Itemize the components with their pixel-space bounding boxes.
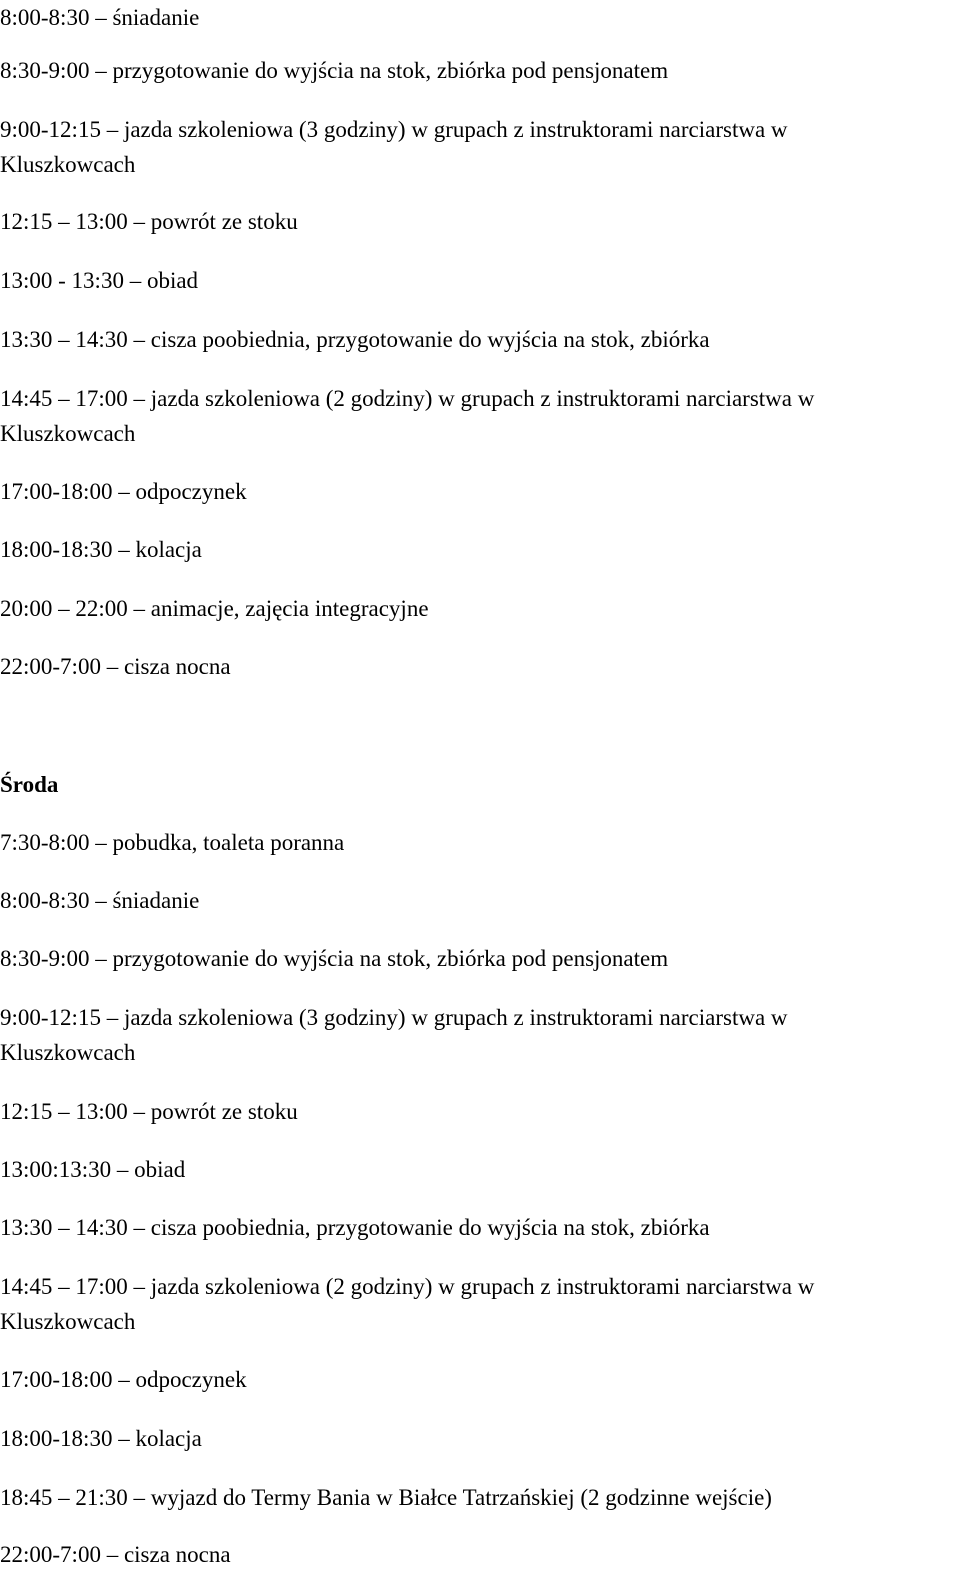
schedule-line-continuation: Kluszkowcach	[0, 421, 136, 446]
schedule-line: 12:15 – 13:00 – powrót ze stoku	[0, 1099, 298, 1124]
schedule-line: 13:00 - 13:30 – obiad	[0, 268, 199, 293]
schedule-line: 22:00-7:00 – cisza nocna	[0, 654, 231, 679]
schedule-line: 17:00-18:00 – odpoczynek	[0, 479, 247, 504]
schedule-line: 13:30 – 14:30 – cisza poobiednia, przygotowanie do wyjścia na stok, zbiórka	[0, 1215, 710, 1240]
schedule-line: 14:45 – 17:00 – jazda szkoleniowa (2 godziny) w grupach z instruktorami narciarstwa w	[0, 386, 815, 411]
schedule-line: 17:00-18:00 – odpoczynek	[0, 1367, 247, 1392]
schedule-line: 18:00-18:30 – kolacja	[0, 537, 202, 562]
schedule-line: 8:30-9:00 – przygotowanie do wyjścia na stok, zbiórka pod pensjonatem	[0, 58, 669, 83]
schedule-line-continuation: Kluszkowcach	[0, 1309, 136, 1334]
schedule-line: 9:00-12:15 – jazda szkoleniowa (3 godziny) w grupach z instruktorami narciarstwa w	[0, 117, 788, 142]
day-heading: Środa	[0, 772, 59, 797]
schedule-line: 12:15 – 13:00 – powrót ze stoku	[0, 209, 298, 234]
schedule-line: 13:30 – 14:30 – cisza poobiednia, przygotowanie do wyjścia na stok, zbiórka	[0, 327, 710, 352]
schedule-line: 14:45 – 17:00 – jazda szkoleniowa (2 godziny) w grupach z instruktorami narciarstwa w	[0, 1274, 815, 1299]
schedule-line: 18:45 – 21:30 – wyjazd do Termy Bania w Białce Tatrzańskiej (2 godzinne wejście)	[0, 1485, 772, 1510]
schedule-line: 7:30-8:00 – pobudka, toaleta poranna	[0, 830, 345, 855]
schedule-line: 18:00-18:30 – kolacja	[0, 1426, 202, 1451]
schedule-line-continuation: Kluszkowcach	[0, 152, 136, 177]
schedule-line: 8:00-8:30 – śniadanie	[0, 5, 200, 30]
schedule-line: 20:00 – 22:00 – animacje, zajęcia integracyjne	[0, 596, 429, 621]
schedule-line: 13:00:13:30 – obiad	[0, 1157, 186, 1182]
schedule-line: 8:30-9:00 – przygotowanie do wyjścia na stok, zbiórka pod pensjonatem	[0, 946, 669, 971]
schedule-line: 8:00-8:30 – śniadanie	[0, 888, 200, 913]
schedule-line-continuation: Kluszkowcach	[0, 1040, 136, 1065]
schedule-line: 9:00-12:15 – jazda szkoleniowa (3 godziny) w grupach z instruktorami narciarstwa w	[0, 1005, 788, 1030]
schedule-line: 22:00-7:00 – cisza nocna	[0, 1542, 231, 1567]
